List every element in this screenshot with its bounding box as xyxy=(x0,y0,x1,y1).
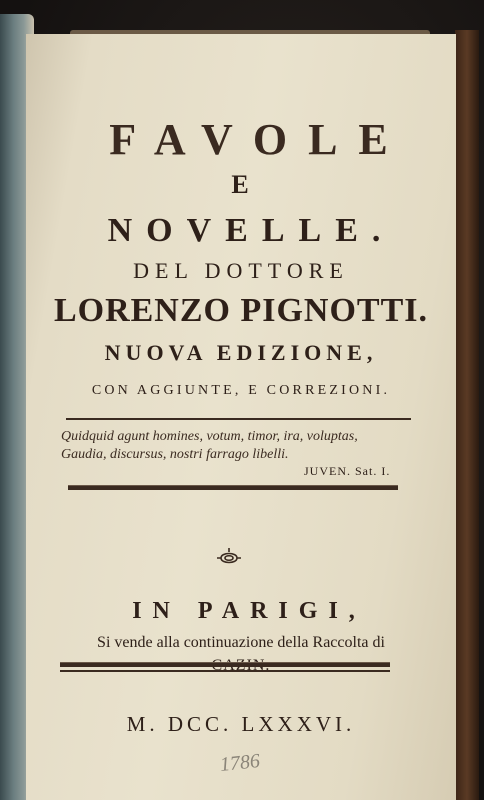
author-name: LORENZO PIGNOTTI. xyxy=(53,292,429,329)
imprint-seller-line: Si vende alla continuazione della Raccolta di xyxy=(97,634,385,651)
divider-rule-imprint-thin xyxy=(60,670,390,672)
author-prefix: DEL DOTTORE xyxy=(133,258,349,283)
epigraph-attribution: JUVEN. Sat. I. xyxy=(304,464,391,478)
printer-ornament-icon xyxy=(215,546,243,570)
title-conjunction: E xyxy=(231,170,251,199)
epigraph-line-2: Gaudia, discursus, nostri farrago libelli. xyxy=(61,447,289,462)
divider-rule-imprint xyxy=(60,662,390,667)
publication-date: M. DCC. LXXXVI. xyxy=(126,712,356,736)
book-subtitle: NOVELLE. xyxy=(107,212,395,249)
title-page xyxy=(26,34,456,800)
epigraph-line-1: Quidquid agunt homines, votum, timor, ira, voluptas, xyxy=(61,429,358,444)
imprint-place: IN PARIGI, xyxy=(132,598,366,624)
edition-line: NUOVA EDIZIONE, xyxy=(104,340,378,365)
book-title: FAVOLE xyxy=(109,115,409,164)
divider-rule xyxy=(66,418,411,420)
pencil-annotation: 1786 xyxy=(218,749,261,777)
additions-line: CON AGGIUNTE, E CORREZIONI. xyxy=(91,383,391,398)
divider-rule-thick xyxy=(68,485,398,490)
